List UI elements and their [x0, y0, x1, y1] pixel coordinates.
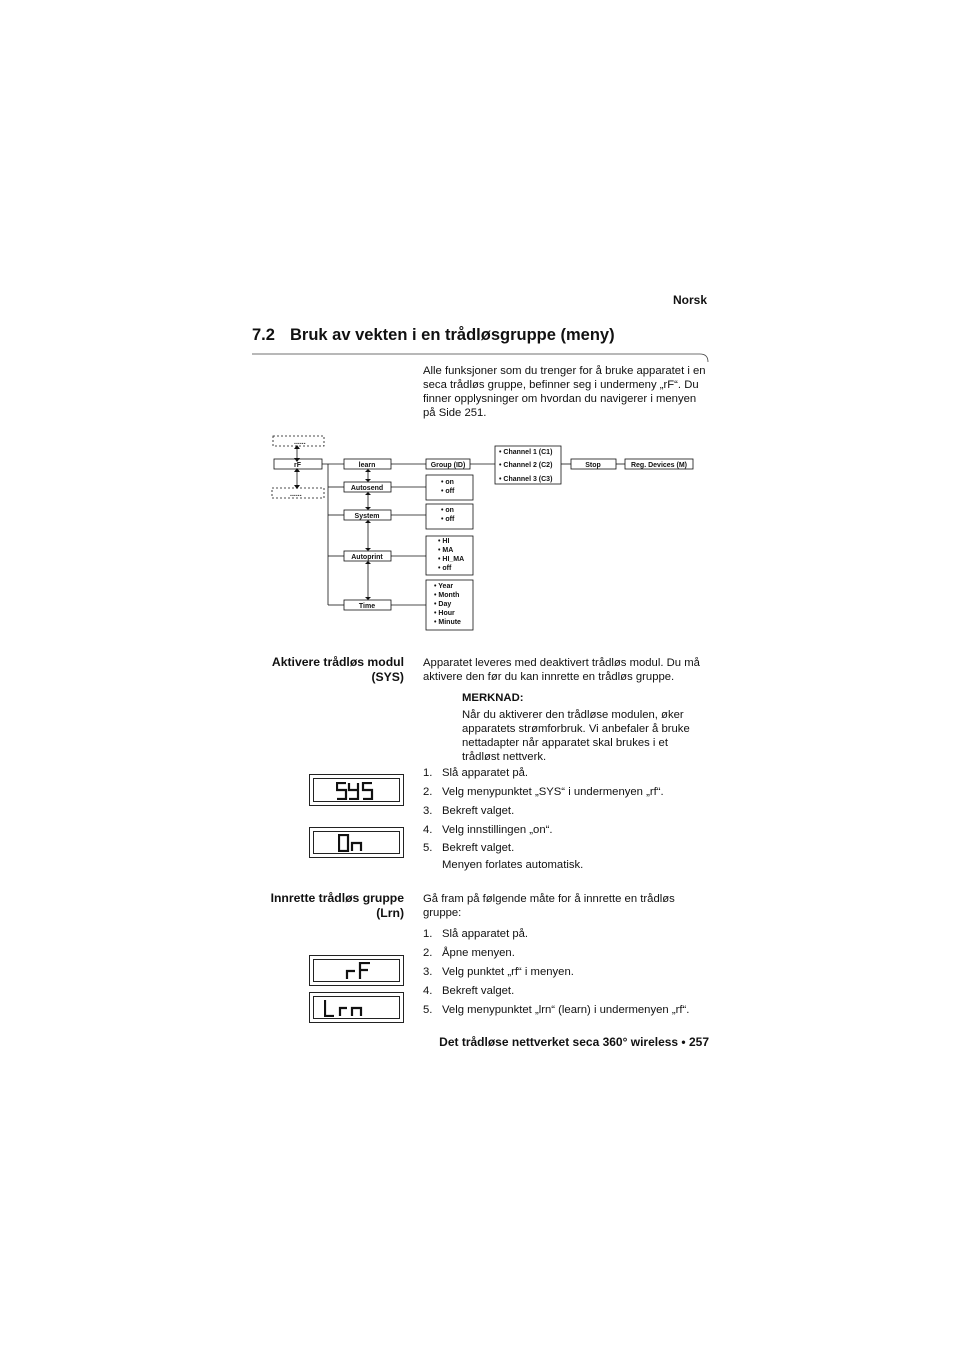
menu-item-autosend: Autosend [350, 485, 384, 492]
menu-item-autoprint: Autoprint [351, 554, 383, 561]
dashed-box-top-dots: ...... [294, 439, 306, 446]
lcd-display-lrn [309, 992, 404, 1023]
lrn-step: 4. Bekreft valget. [423, 985, 515, 997]
sys-after-text: Menyen forlates automatisk. [442, 859, 584, 871]
time-option: • Day [434, 601, 452, 608]
sys-step: 5. Bekreft valget. [423, 842, 515, 854]
sys-step: 4. Velg innstillingen „on“. [423, 824, 553, 836]
lcd-display-rf [309, 955, 404, 986]
sys-section-heading: Aktivere trådløs modul (SYS) [271, 655, 404, 684]
lcd-digits-rf [345, 962, 375, 980]
lrn-section-heading: Innrette trådløs gruppe (Lrn) [270, 891, 404, 920]
menu-item-time: Time [358, 603, 376, 610]
section-number: 7.2 [252, 326, 275, 344]
autoprint-option: • off [438, 565, 452, 572]
sys-section-text: Apparatet leveres med deaktivert trådløs modul. Du må aktivere den før du kan innrette en trådløs gruppe. [423, 657, 700, 683]
autoprint-option: • HI [438, 538, 450, 545]
system-option: • off [441, 516, 455, 523]
lrn-step: 2. Åpne menyen. [423, 947, 515, 959]
system-option: • on [441, 507, 454, 514]
lrn-step: 3. Velg punktet „rf“ i menyen. [423, 966, 574, 978]
section-heading [252, 326, 615, 345]
autosend-option: • on [441, 479, 454, 486]
note-text: Når du aktiverer den trådløse modulen, øker apparatets strømforbruk. Vi anbefaler å bruke nettadapter når apparatet skal brukes i et trådløst nettverk. [462, 709, 690, 763]
note-heading: MERKNAD: [462, 692, 524, 704]
channel-3-label: • Channel 3 (C3) [499, 476, 553, 483]
lrn-step: 1. Slå apparatet på. [423, 928, 529, 940]
language-label: Norsk [672, 293, 707, 307]
diagram-root-label: rF [294, 462, 301, 469]
group-id-label: Group (ID) [430, 462, 466, 469]
reg-devices-label: Reg. Devices (M) [630, 462, 688, 469]
autosend-option: • off [441, 488, 455, 495]
lcd-display-sys [309, 774, 404, 806]
time-option: • Month [434, 592, 460, 599]
dashed-box-bottom-dots: ...... [290, 491, 302, 498]
sys-step: 2. Velg menypunktet „SYS“ i undermenyen „rf“. [423, 786, 664, 798]
stop-label: Stop [585, 462, 601, 469]
channel-1-label: • Channel 1 (C1) [499, 449, 553, 456]
channel-2-label: • Channel 2 (C2) [499, 462, 553, 469]
lcd-display-on [309, 827, 404, 858]
lrn-step: 5. Velg menypunktet „lrn“ (learn) i undermenyen „rf“. [423, 1004, 690, 1016]
lcd-digits-on [338, 834, 368, 852]
time-option: • Hour [434, 610, 455, 617]
intro-paragraph: Alle funksjoner som du trenger for å bruke apparatet i en seca trådløs gruppe, befinner seg i undermeny „rF“. Du finner opplysninger om hvordan du navigerer i menyen på Side 251. [423, 365, 706, 419]
lcd-digits-sys [336, 782, 376, 800]
menu-item-system: System [354, 513, 380, 520]
lrn-section-text: Gå fram på følgende måte for å innrette en trådløs gruppe: [423, 893, 675, 919]
time-option: • Year [434, 583, 454, 590]
sys-step: 1. Slå apparatet på. [423, 767, 529, 779]
menu-tree-diagram [268, 432, 708, 636]
page-footer: Det trådløse nettverket seca 360° wireless • 257 [439, 1035, 709, 1049]
autoprint-option: • MA [438, 547, 454, 554]
sys-step: 3. Bekreft valget. [423, 805, 515, 817]
lcd-digits-lrn [324, 999, 364, 1017]
autoprint-option: • HI_MA [438, 556, 465, 563]
section-title: Bruk av vekten i en trådløsgruppe (meny) [290, 326, 615, 344]
time-option: • Minute [434, 619, 461, 626]
menu-item-learn: learn [358, 462, 376, 469]
